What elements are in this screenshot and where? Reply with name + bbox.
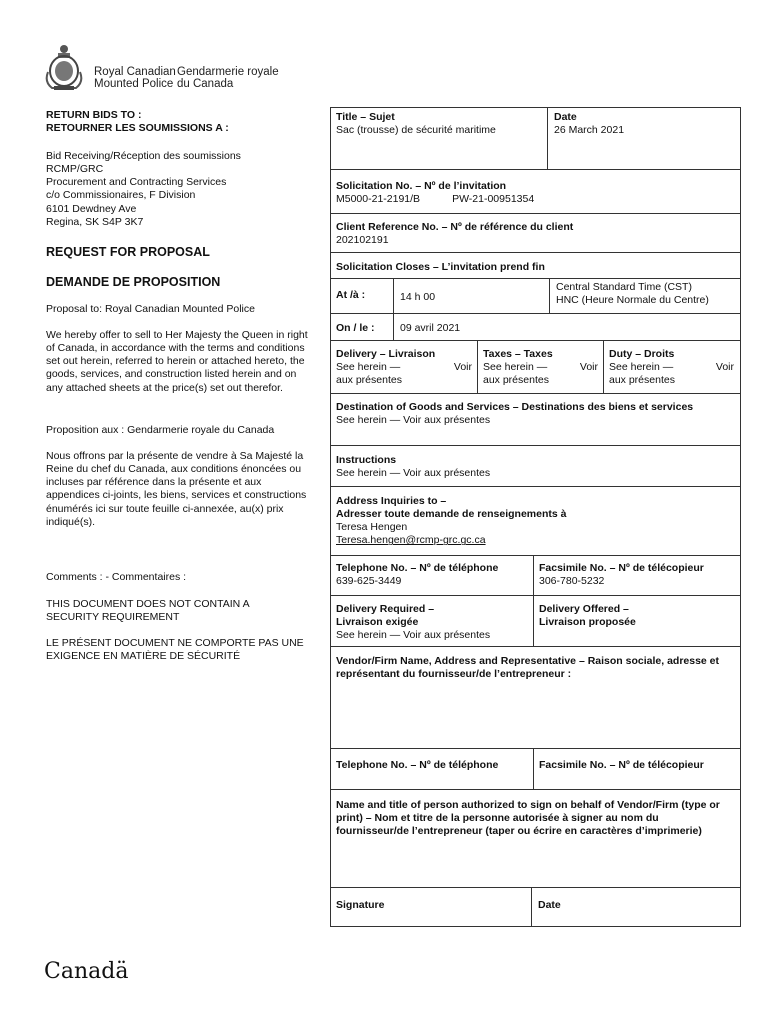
vendor-label: Vendor/Firm Name, Address and Representative – Raison sociale, adresse et représentant du fournisseur/de l’entrepreneur : bbox=[336, 655, 720, 681]
inquiries-email-link[interactable]: Teresa.hengen@rcmp-grc.gc.ca bbox=[336, 534, 486, 547]
fax-value: 306-780-5232 bbox=[539, 575, 605, 588]
return-address bbox=[46, 150, 308, 229]
solicitation-label: Solicitation No. – Nº de l’invitation bbox=[336, 180, 507, 192]
inquiries-label-en: Address Inquiries to – bbox=[336, 495, 447, 507]
vendor-telephone-label: Telephone No. – Nº de téléphone bbox=[336, 759, 499, 771]
return-bids-fr: RETOURNER LES SOUMISSIONS A : bbox=[46, 122, 229, 134]
offer-text-en: We hereby offer to sell to Her Majesty the Queen in right of Canada, in accordance with the terms and conditions set out herein, referred to herein or attached hereto, the goods, services, and construction listed herein and on any attached sheets at the price(s) set out therefor. bbox=[46, 329, 308, 394]
at-label: At /à : bbox=[336, 289, 366, 301]
timezone-en: Central Standard Time (CST) bbox=[556, 281, 692, 293]
address-line: RCMP/GRC bbox=[46, 163, 104, 176]
fax-cell bbox=[534, 559, 739, 591]
solicitation-pw-number: PW-21-00951354 bbox=[452, 193, 535, 206]
on-date-value: 09 avril 2021 bbox=[400, 322, 461, 334]
address-line: Procurement and Contracting Services bbox=[46, 176, 227, 189]
organization-name bbox=[94, 66, 279, 90]
signature-date-label: Date bbox=[538, 899, 561, 911]
proposal-to-en: Proposal to: Royal Canadian Mounted Police bbox=[46, 303, 255, 315]
security-notice-fr: LE PRÉSENT DOCUMENT NE COMPORTE PAS UNE EXIGENCE EN MATIÈRE DE SÉCURITÉ bbox=[46, 637, 304, 663]
security-notice-en: THIS DOCUMENT DOES NOT CONTAIN A SECURITY REQUIREMENT bbox=[46, 598, 250, 624]
offer-text-fr: Nous offrons par la présente de vendre à Sa Majesté la Reine du chef du Canada, aux conditions énoncées ou incluses par référence dans la présente et aux appendices ci-joints, les biens, services et constructions énumérés ici sur toute feuille ci-annexée, au(x) prix indiqué(s). bbox=[46, 450, 307, 528]
solicitation-number: M5000-21-2191/B bbox=[336, 193, 421, 206]
duty-see-herein: See herein — bbox=[609, 361, 674, 374]
taxes-voir: Voir bbox=[579, 361, 598, 374]
org-fr-line2: du Canada bbox=[177, 78, 234, 90]
taxes-label: Taxes – Taxes bbox=[483, 348, 553, 360]
at-time-value: 14 h 00 bbox=[400, 291, 436, 303]
destination-cell bbox=[331, 398, 739, 430]
instructions-cell bbox=[331, 451, 739, 483]
rfp-heading-en: REQUEST FOR PROPOSAL bbox=[46, 245, 210, 259]
authorized-person-label: Name and title of person authorized to sign on behalf of Vendor/Firm (type or print) – Nom et titre de la personne autorisée à signer au nom du fournisseur/de l’entrepreneur (taper ou écrire en caractères d’imprimerie) bbox=[336, 799, 720, 838]
comments-label: Comments : - Commentaires : bbox=[46, 571, 187, 583]
solicitation-form bbox=[330, 107, 741, 927]
client-reference-value: 202102191 bbox=[336, 234, 389, 247]
telephone-value: 639-625-3449 bbox=[336, 575, 402, 588]
taxes-cell bbox=[478, 345, 603, 390]
delivery-aux-presentes: aux présentes bbox=[336, 374, 402, 387]
signature-label: Signature bbox=[336, 899, 385, 911]
delivery-required-value: See herein — Voir aux présentes bbox=[336, 629, 491, 642]
instructions-label: Instructions bbox=[336, 454, 397, 466]
destination-label: Destination of Goods and Services – Destinations des biens et services bbox=[336, 401, 694, 413]
date-cell bbox=[549, 108, 739, 140]
date-label: Date bbox=[554, 111, 577, 123]
delivery-voir: Voir bbox=[453, 361, 472, 374]
inquiries-cell bbox=[331, 492, 739, 551]
solicitation-cell bbox=[331, 177, 739, 209]
proposal-to-fr: Proposition aux : Gendarmerie royale du Canada bbox=[46, 424, 275, 436]
title-cell bbox=[331, 108, 547, 140]
duty-voir: Voir bbox=[715, 361, 734, 374]
vendor-input-area[interactable] bbox=[335, 688, 733, 744]
delivery-cell bbox=[331, 345, 477, 390]
timezone-fr: HNC (Heure Normale du Centre) bbox=[556, 294, 709, 307]
address-line: 6101 Dewdney Ave bbox=[46, 202, 137, 215]
title-value: Sac (trousse) de sécurité maritime bbox=[336, 124, 496, 137]
rcmp-crest-logo bbox=[44, 42, 84, 92]
org-en-line2: Mounted Police bbox=[94, 78, 174, 90]
instructions-value: See herein — Voir aux présentes bbox=[336, 467, 491, 480]
destination-value: See herein — Voir aux présentes bbox=[336, 414, 491, 427]
org-fr-line1: Gendarmerie royale bbox=[177, 66, 279, 78]
telephone-label: Telephone No. – Nº de téléphone bbox=[336, 562, 499, 574]
delivery-required-label-en: Delivery Required – bbox=[336, 603, 435, 615]
inquiries-label-fr: Adresser toute demande de renseignements à bbox=[336, 508, 567, 521]
telephone-cell bbox=[331, 559, 533, 591]
delivery-offered-cell bbox=[534, 600, 739, 632]
authorized-person-input-area[interactable] bbox=[335, 853, 733, 883]
address-line: c/o Commissionaires, F Division bbox=[46, 189, 196, 202]
fax-label: Facsimile No. – Nº de télécopieur bbox=[539, 562, 704, 574]
delivery-label: Delivery – Livraison bbox=[336, 348, 436, 360]
delivery-see-herein: See herein — bbox=[336, 361, 401, 374]
taxes-aux-presentes: aux présentes bbox=[483, 374, 549, 387]
inquiries-contact-name: Teresa Hengen bbox=[336, 521, 408, 534]
vendor-fax-label: Facsimile No. – Nº de télécopieur bbox=[539, 759, 704, 771]
return-bids-en: RETURN BIDS TO : bbox=[46, 109, 142, 121]
client-reference-label: Client Reference No. – Nº de référence du client bbox=[336, 221, 574, 233]
delivery-required-cell bbox=[331, 600, 533, 645]
address-line: Bid Receiving/Réception des soumissions bbox=[46, 150, 241, 162]
taxes-see-herein: See herein — bbox=[483, 361, 548, 374]
address-line: Regina, SK S4P 3K7 bbox=[46, 215, 144, 228]
client-reference-cell bbox=[331, 218, 739, 250]
solicitation-closes-label: Solicitation Closes – L’invitation prend fin bbox=[336, 261, 545, 273]
duty-aux-presentes: aux présentes bbox=[609, 374, 675, 387]
delivery-offered-label-en: Delivery Offered – bbox=[539, 603, 629, 615]
duty-cell bbox=[604, 345, 739, 390]
date-value: 26 March 2021 bbox=[554, 124, 625, 137]
delivery-required-label-fr: Livraison exigée bbox=[336, 616, 419, 629]
canada-wordmark-logo: Canadä bbox=[44, 959, 129, 984]
title-label: Title – Sujet bbox=[336, 111, 395, 123]
rfp-heading-fr: DEMANDE DE PROPOSITION bbox=[46, 275, 221, 289]
on-label: On / le : bbox=[336, 322, 375, 334]
org-en-line1: Royal Canadian bbox=[94, 66, 176, 78]
delivery-offered-label-fr: Livraison proposée bbox=[539, 616, 636, 629]
duty-label: Duty – Droits bbox=[609, 348, 675, 360]
timezone-cell bbox=[551, 278, 739, 310]
